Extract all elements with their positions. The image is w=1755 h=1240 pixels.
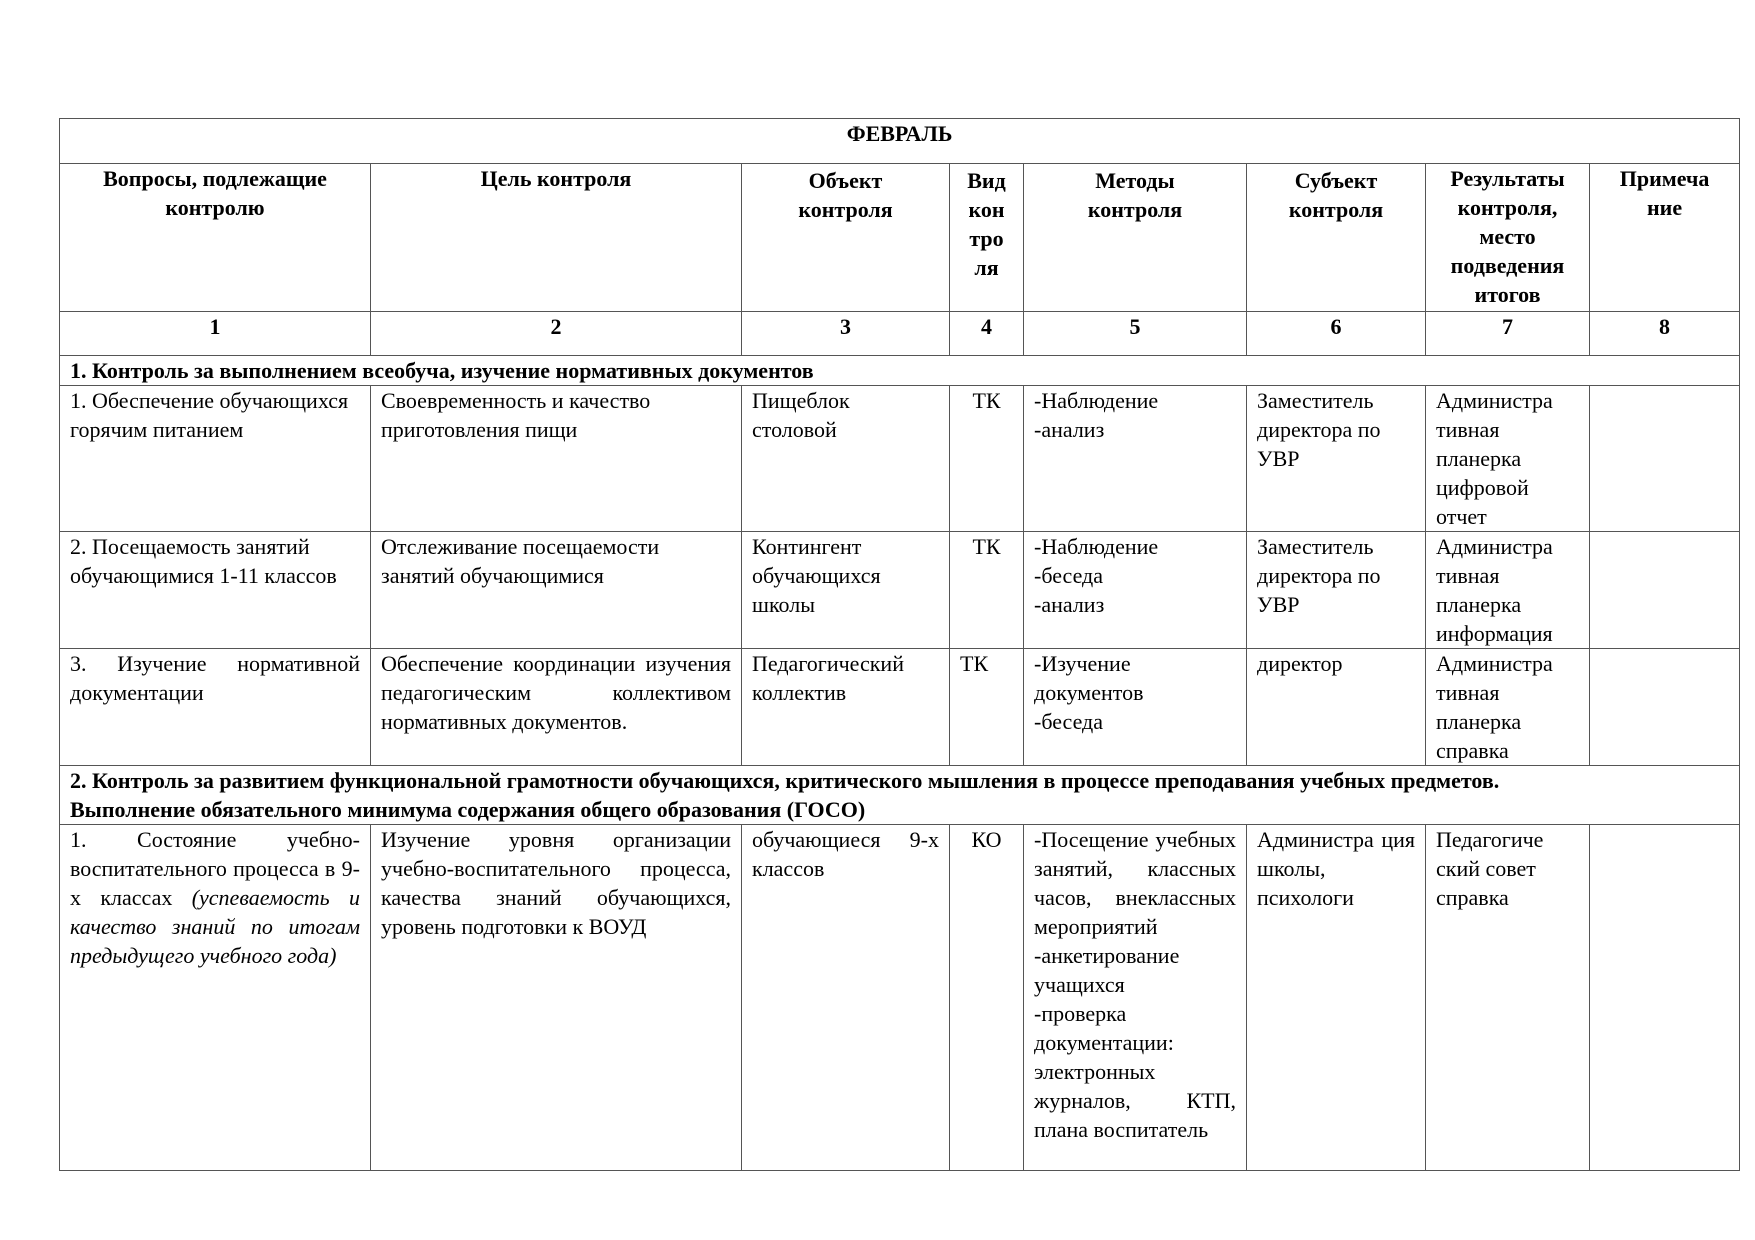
table-row [60,386,1740,532]
question-note: (успеваемость и качество знаний по итогам предыдущего учебного года) [70,885,360,968]
header-goal: Цель контроля [371,164,742,312]
question-cell: 3. Изучение нормативной документации [60,649,371,766]
table-row [60,649,1740,766]
object-cell: обучающиеся 9-х классов [742,825,950,1171]
month-title: ФЕВРАЛЬ [60,119,1740,164]
header-type: Вид кон тро ля [950,164,1024,312]
method-item: -беседа [1034,563,1104,588]
header-results: Результаты контроля, место подведения итогов [1426,164,1590,312]
methods-cell [1024,825,1247,1171]
methods-cell [1024,649,1247,766]
section-1-row [60,356,1740,386]
method-item: -проверка документации: электронных журналов, КТП, плана воспитатель [1034,1001,1236,1142]
control-type-cell: КО [950,825,1024,1171]
header-row [60,164,1740,312]
section-2-row [60,766,1740,825]
table-row [60,825,1740,1171]
method-item: -анализ [1034,417,1105,442]
method-item: -анкетирование учащихся [1034,943,1180,997]
column-number: 6 [1247,312,1426,356]
methods-cell [1024,532,1247,649]
column-number: 3 [742,312,950,356]
note-cell [1590,649,1740,766]
question-cell: 2. Посещаемость занятий обучающимися 1-11 классов [60,532,371,649]
section-2-title-line: Выполнение обязательного минимума содержания общего образования (ГОСО) [70,797,866,822]
subject-cell: Заместитель директора по УВР [1247,532,1426,649]
method-item: -Наблюдение [1034,388,1159,413]
header-note: Примеча ние [1590,164,1740,312]
method-item: -Наблюдение [1034,534,1159,559]
table-row [60,532,1740,649]
column-number: 8 [1590,312,1740,356]
section-2-title-line: 2. Контроль за развитием функциональной грамотности обучающихся, критического мышления в процессе преподавания учебных предметов. [70,768,1500,793]
note-cell [1590,825,1740,1171]
column-number: 4 [950,312,1024,356]
column-number: 5 [1024,312,1247,356]
header-subject: Субъект контроля [1247,164,1426,312]
header-object: Объект контроля [742,164,950,312]
section-1-title: 1. Контроль за выполнением всеобуча, изучение нормативных документов [60,356,1740,386]
control-type-cell: ТК [950,532,1024,649]
method-item: -Изучение документов [1034,651,1144,705]
column-number: 1 [60,312,371,356]
column-number-row [60,312,1740,356]
note-cell [1590,386,1740,532]
object-cell: Педагогический коллектив [742,649,950,766]
results-cell: Администра тивная планерка справка [1426,649,1590,766]
method-item: -анализ [1034,592,1105,617]
month-row [60,119,1740,164]
question-text: 1. Состояние учебно-воспитательного процесса в 9-х классах [70,827,360,910]
note-cell [1590,532,1740,649]
header-questions: Вопросы, подлежащие контролю [60,164,371,312]
subject-cell: Заместитель директора по УВР [1247,386,1426,532]
question-cell [60,825,371,1171]
method-item: -беседа [1034,709,1104,734]
goal-cell: Изучение уровня организации учебно-воспитательного процесса, качества знаний обучающихся, уровень подготовки к ВОУД [371,825,742,1171]
results-cell: Педагогиче ский совет справка [1426,825,1590,1171]
header-methods: Методы контроля [1024,164,1247,312]
control-plan-table [59,118,1740,1171]
goal-cell: Отслеживание посещаемости занятий обучающимися [371,532,742,649]
column-number: 2 [371,312,742,356]
control-type-cell: ТК [950,649,1024,766]
object-cell: Пищеблок столовой [742,386,950,532]
subject-cell: Администра ция школы, психологи [1247,825,1426,1171]
goal-cell: Своевременность и качество приготовления пищи [371,386,742,532]
control-type-cell: ТК [950,386,1024,532]
question-cell: 1. Обеспечение обучающихся горячим питанием [60,386,371,532]
subject-cell: директор [1247,649,1426,766]
methods-cell [1024,386,1247,532]
object-cell: Контингент обучающихся школы [742,532,950,649]
results-cell: Администра тивная планерка цифровой отчет [1426,386,1590,532]
method-item: -Посещение учебных занятий, классных часов, внеклассных мероприятий [1034,827,1236,939]
results-cell: Администра тивная планерка информация [1426,532,1590,649]
goal-cell: Обеспечение координации изучения педагогическим коллективом нормативных документов. [371,649,742,766]
section-2-title [60,766,1740,825]
column-number: 7 [1426,312,1590,356]
